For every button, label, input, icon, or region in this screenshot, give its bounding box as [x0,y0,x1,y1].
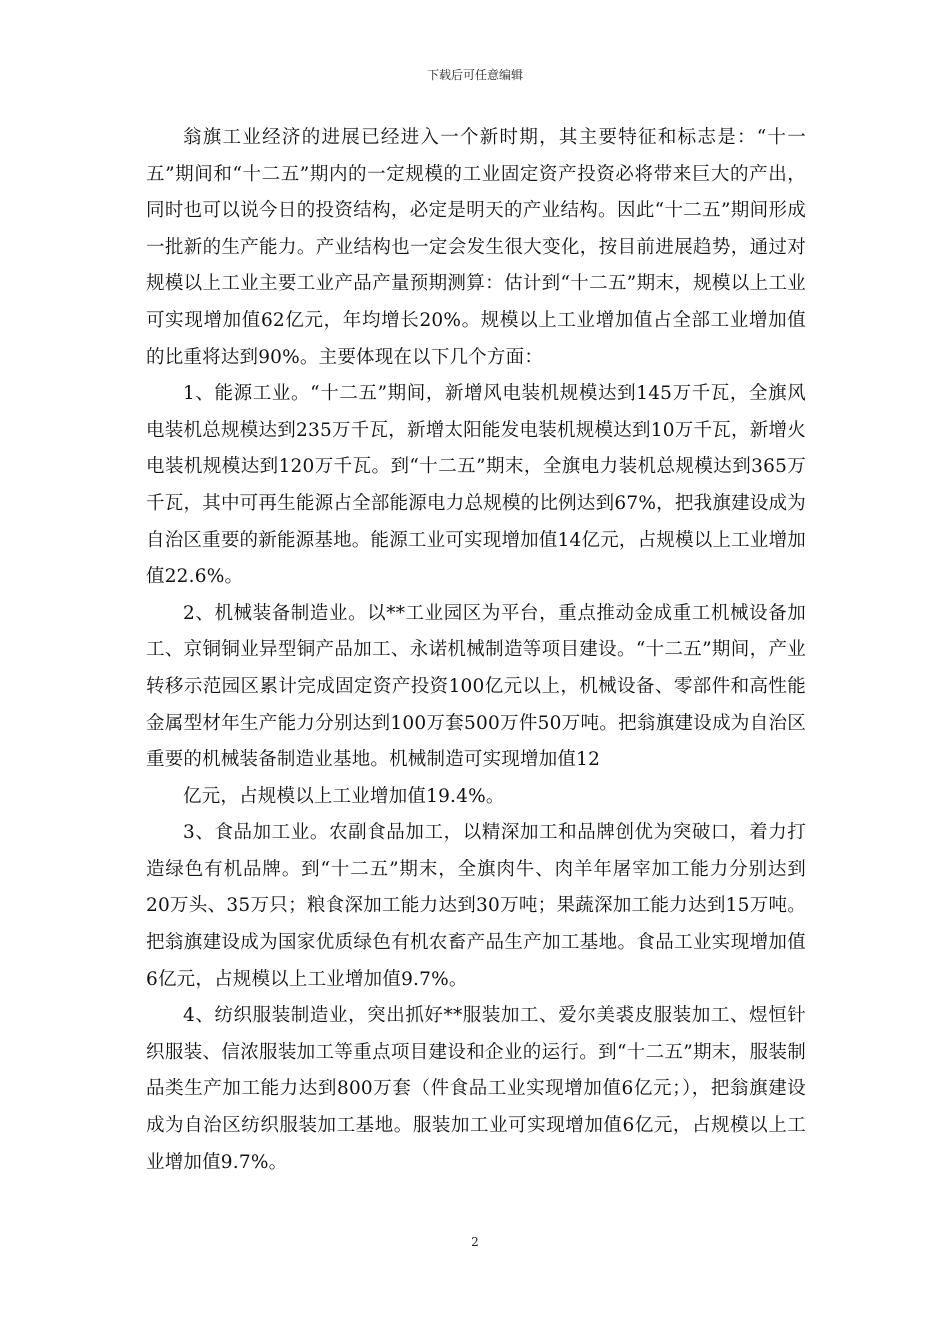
paragraph-machinery-industry: 2、机械装备制造业。以**工业园区为平台，重点推动金成重工机械设备加工、京铜铜业异型铜产品加工、永诺机械制造等项目建设。“十二五”期间，产业转移示范园区累计完成固定资产投资100亿元以上，机械设备、零部件和高性能金属型材年生产能力分别达到100万套500万件50万吨。把翁旗建设成为自治区重要的机械装备制造业基地。机械制造可实现增加值12 [146,602,806,771]
paragraph-intro: 翁旗工业经济的进展已经进入一个新时期，其主要特征和标志是：“十一五”期间和“十二五”期内的一定规模的工业固定资产投资必将带来巨大的产出，同时也可以说今日的投资结构，必定是明天的产业结构。因此“十二五”期间形成一批新的生产能力。产业结构也一定会发生很大变化，按目前进展趋势，通过对规模以上工业主要工业产品产量预期测算：估计到“十二五”期末，规模以上工业可实现增加值62亿元，年均增长20%。规模以上工业增加值占全部工业增加值的比重将达到90%。主要体现在以下几个方面： [146,127,806,368]
paragraph-energy-industry: 1、能源工业。“十二五”期间，新增风电装机规模达到145万千瓦，全旗风电装机总规模达到235万千瓦，新增太阳能发电装机规模达到10万千瓦，新增火电装机规模达到120万千瓦。到“十二五”期末，全旗电力装机总规模达到365万千瓦，其中可再生能源占全部能源电力总规模的比例达到67%，把我旗建设成为自治区重要的新能源基地。能源工业可实现增加值14亿元，占规模以上工业增加值22.6%。 [146,383,806,588]
paragraph-textile-garment: 4、纺织服装制造业，突出抓好**服装加工、爱尔美裘皮服装加工、煜恒针织服装、信浓服装加工等重点项目建设和企业的运行。到“十二五”期末，服装制品类生产加工能力达到800万套（件食品工业实现增加值6亿元；），把翁旗建设成为自治区纺织服装加工基地。服装加工业可实现增加值6亿元，占规模以上工业增加值9.7%。 [146,1005,806,1173]
page-number: 2 [471,1235,479,1249]
paragraph-food-processing: 3、食品加工业。农副食品加工，以精深加工和品牌创优为突破口，着力打造绿色有机品牌。到“十二五”期末，全旗肉牛、肉羊年屠宰加工能力分别达到20万头、35万只；粮食深加工能力达到30万吨；果蔬深加工能力达到15万吨。把翁旗建设成为国家优质绿色有机农畜产品生产加工基地。食品工业实现增加值6亿元，占规模以上工业增加值9.7%。 [146,822,806,990]
page-header: 下载后可任意编辑 [426,68,523,82]
paragraph-machinery-continued: 亿元，占规模以上工业增加值19.4%。 [183,785,505,807]
document-body [146,120,806,1181]
